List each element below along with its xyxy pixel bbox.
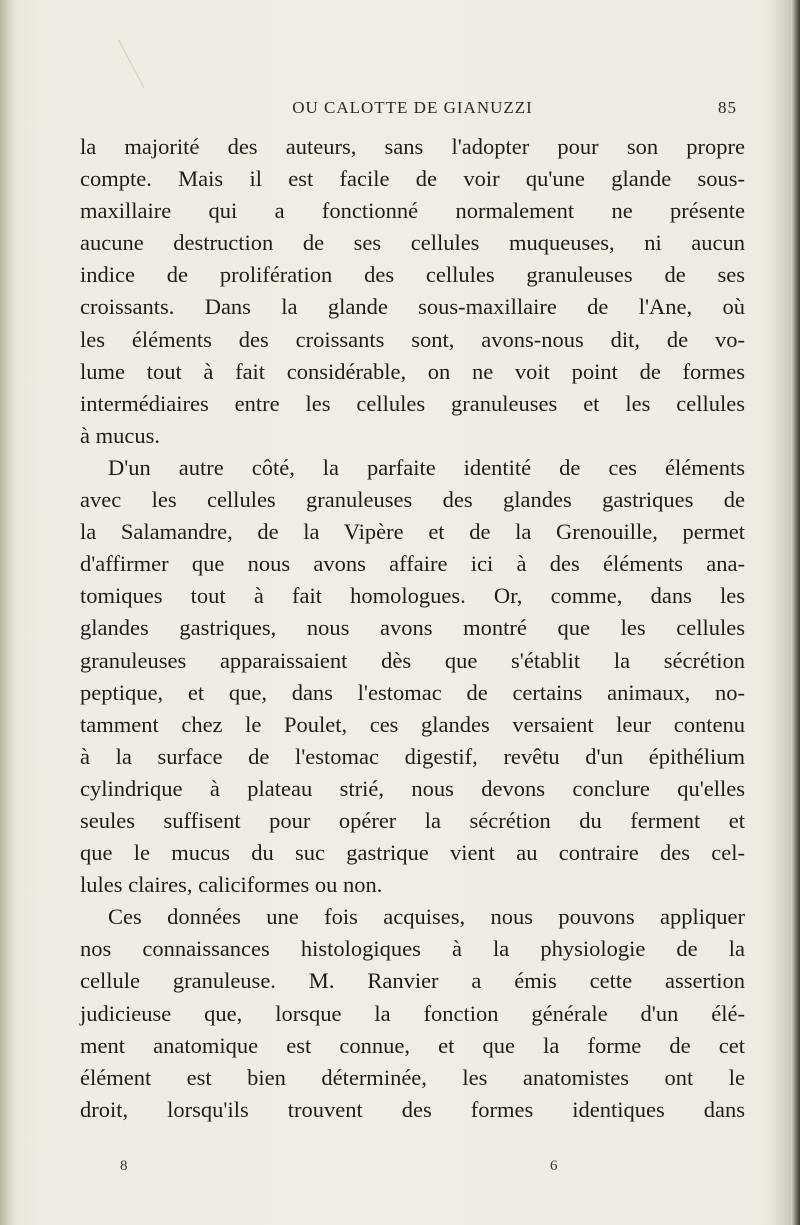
text-line: indice de prolifération des cellules granuleuses de ses <box>80 262 745 288</box>
running-head <box>80 98 745 126</box>
text-line: Ces données une fois acquises, nous pouvons appliquer <box>108 904 745 930</box>
text-line: nos connaissances histologiques à la physiologie de la <box>80 936 745 962</box>
signature-mark-left: 8 <box>120 1158 128 1174</box>
page-edge-dark-border <box>791 0 800 1225</box>
body-text <box>80 131 745 1126</box>
text-line: aucune destruction de ses cellules muqueuses, ni aucun <box>80 230 745 256</box>
signature-mark-right: 6 <box>550 1158 558 1174</box>
signature-marks <box>80 1158 745 1180</box>
text-line: cellule granuleuse. M. Ranvier a émis cette assertion <box>80 968 745 994</box>
text-line: seules suffisent pour opérer la sécrétion du ferment et <box>80 807 745 833</box>
text-line: élément est bien déterminée, les anatomistes ont le <box>80 1064 745 1090</box>
text-line: d'affirmer que nous avons affaire ici à des éléments ana- <box>80 551 745 577</box>
text-line: croissants. Dans la glande sous-maxillaire de l'Ane, où <box>80 294 745 320</box>
text-line: intermédiaires entre les cellules granuleuses et les cellules <box>80 390 745 416</box>
text-line: peptique, et que, dans l'estomac de certains animaux, no- <box>80 679 745 705</box>
page-binding-shadow <box>0 0 16 1225</box>
paragraph <box>80 452 745 901</box>
text-line: à la surface de l'estomac digestif, revêtu d'un épithélium <box>80 743 745 769</box>
paragraph <box>80 901 745 1126</box>
text-line: judicieuse que, lorsque la fonction générale d'un élé- <box>80 1000 745 1026</box>
running-title: OU CALOTTE DE GIANUZZI <box>292 98 533 117</box>
text-line: à mucus. <box>80 422 160 448</box>
text-line: ment anatomique est connue, et que la forme de cet <box>80 1032 745 1058</box>
text-line: granuleuses apparaissaient dès que s'établit la sécrétion <box>80 647 745 673</box>
text-line: droit, lorsqu'ils trouvent des formes identiques dans <box>80 1096 745 1122</box>
text-line: la majorité des auteurs, sans l'adopter pour son propre <box>80 134 745 159</box>
page-edge-shading <box>769 0 791 1225</box>
text-line: compte. Mais il est facile de voir qu'une glande sous- <box>80 166 745 192</box>
text-line: D'un autre côté, la parfaite identité de ces éléments <box>108 454 745 480</box>
text-line: cylindrique à plateau strié, nous devons conclure qu'elles <box>80 775 745 801</box>
paper-crease <box>118 40 145 89</box>
text-line: avec les cellules granuleuses des glandes gastriques de <box>80 487 745 513</box>
text-line: les éléments des croissants sont, avons-nous dit, de vo- <box>80 326 745 352</box>
paragraph <box>80 131 745 452</box>
text-line: maxillaire qui a fonctionné normalement ne présente <box>80 198 745 224</box>
text-line: tomiques tout à fait homologues. Or, comme, dans les <box>80 583 745 609</box>
page-number: 85 <box>718 98 737 117</box>
text-line: la Salamandre, de la Vipère et de la Grenouille, permet <box>80 519 745 545</box>
text-line: lume tout à fait considérable, on ne voit point de formes <box>80 358 745 384</box>
text-line: tamment chez le Poulet, ces glandes versaient leur contenu <box>80 711 745 737</box>
text-line: que le mucus du suc gastrique vient au contraire des cel- <box>80 840 745 866</box>
text-line: glandes gastriques, nous avons montré que les cellules <box>80 615 745 641</box>
text-line: lules claires, caliciformes ou non. <box>80 872 383 898</box>
